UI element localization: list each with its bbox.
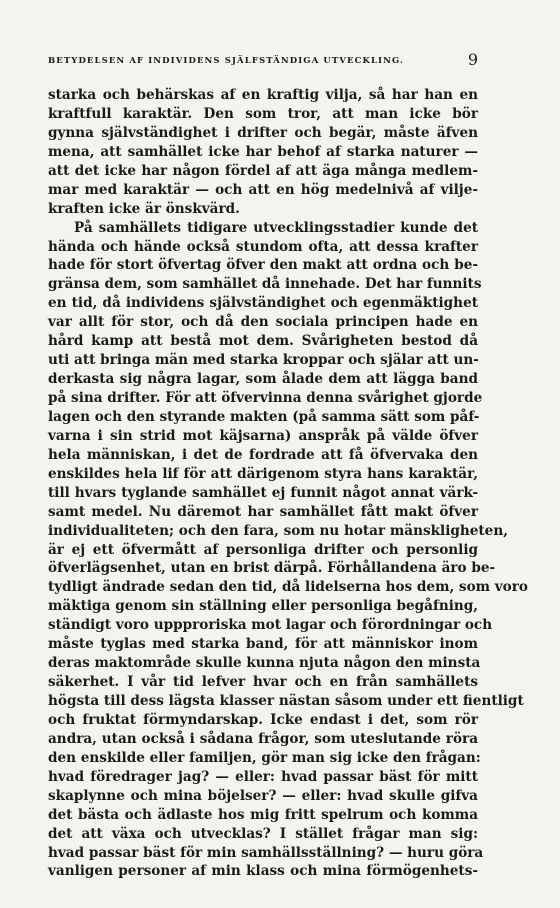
text-line: hvad passar bäst för min samhällsställning? — huru göra: [48, 844, 484, 861]
text-line: hade för stort öfvertag öfver den makt att ordna och be-: [48, 257, 478, 274]
running-head: BETYDELSEN AF INDIVIDENS SJÄLFSTÄNDIGA UTVECKLING.: [48, 56, 405, 66]
text-line: det bästa och ädlaste hos mig fritt spelrum och komma: [48, 806, 478, 823]
text-line: en tid, då individens självständighet och egenmäktighet: [48, 295, 478, 312]
text-line: kraften icke är önskvärd.: [48, 200, 240, 217]
text-line: mäktiga genom sin ställning eller personliga begåfning,: [48, 598, 478, 615]
text-line: skaplynne och mina böjelser? — eller: hvad skulle gifva: [48, 787, 478, 804]
text-line: till hvars tyglande samhället ej funnit något annat värk-: [48, 484, 478, 501]
text-line: samt medel. Nu däremot har samhället fått makt öfver: [48, 503, 478, 520]
text-line: gränsa dem, som samhället då innehade. Det har funnits: [48, 276, 482, 293]
text-line: uti att bringa män med starka kroppar och själar att un-: [48, 352, 479, 369]
text-line: den enskilde eller familjen, gör man sig icke den frågan:: [48, 749, 481, 766]
text-line: enskildes hela lif för att därigenom styra hans karaktär,: [48, 465, 478, 482]
text-line: och fruktat förmyndarskap. Icke endast i det, som rör: [48, 711, 478, 728]
text-line: varna i sin strid mot käjsarna) anspråk på välde öfver: [48, 427, 478, 444]
text-line: hela människan, i det de fordrade att få öfvervaka den: [48, 446, 478, 463]
text-line: att det icke har någon fördel af att äga många medlem-: [48, 162, 478, 179]
text-line: individualiteten; och den fara, som nu hotar mänskligheten,: [48, 522, 508, 539]
text-line: kraftfull karaktär. Den som tror, att man icke bör: [48, 105, 478, 122]
text-line: starka och behärskas af en kraftig vilja, så har han en: [48, 87, 478, 103]
text-line: är ej ett öfvermått af personliga drifter och personlig: [48, 541, 478, 558]
text-line: tydligt ändrade sedan den tid, då lidelserna hos dem, som voro: [48, 579, 528, 596]
text-line: mar med karaktär — och att en hög medelnivå af vilje-: [48, 181, 478, 198]
text-line: ständigt voro uppproriska mot lagar och förordningar och: [48, 617, 493, 634]
text-line: säkerhet. I vår tid lefver hvar och en från samhällets: [48, 674, 478, 691]
text-line: gynna självständighet i drifter och begär, måste äfven: [48, 124, 478, 141]
text-line: deras maktområde skulle kunna njuta någon den minsta: [48, 655, 481, 672]
text-line: derkasta sig några lagar, som ålade dem att lägga band: [48, 371, 478, 388]
page-header: [48, 50, 478, 76]
text-line: hård kamp att bestå mot dem. Svårigheten bestod då: [48, 333, 478, 350]
text-line: hvad föredrager jag? — eller: hvad passar bäst för mitt: [48, 768, 478, 785]
text-line: mena, att samhället icke har behof af starka naturer —: [48, 143, 478, 160]
text-line: det att växa och utvecklas? I stället frågar man sig:: [48, 825, 478, 842]
text-line: vanligen personer af min klass och mina förmögenhets-: [48, 863, 478, 880]
text-line: andra, utan också i sådana frågor, som uteslutande röra: [48, 730, 478, 747]
page-number: 9: [467, 50, 478, 69]
text-line: På samhällets tidigare utvecklingsstadier kunde det: [74, 219, 478, 236]
body-text: [48, 86, 528, 881]
text-line: hända och hände också stundom ofta, att dessa krafter: [48, 238, 478, 255]
text-line: öfverlägsenhet, utan en brist därpå. Förhållandena äro be-: [48, 560, 496, 577]
text-line: var allt för stor, och då den sociala principen hade en: [48, 314, 478, 331]
text-line: på sina drifter. För att öfvervinna denna svårighet gjorde: [48, 390, 483, 406]
text-line: måste tyglas med starka band, för att människor inom: [48, 636, 478, 653]
text-line: högsta till dess lägsta klasser nästan såsom under ett fientligt: [48, 693, 524, 709]
text-line: lagen och den styrande makten (på samma sätt som påf-: [48, 408, 480, 425]
